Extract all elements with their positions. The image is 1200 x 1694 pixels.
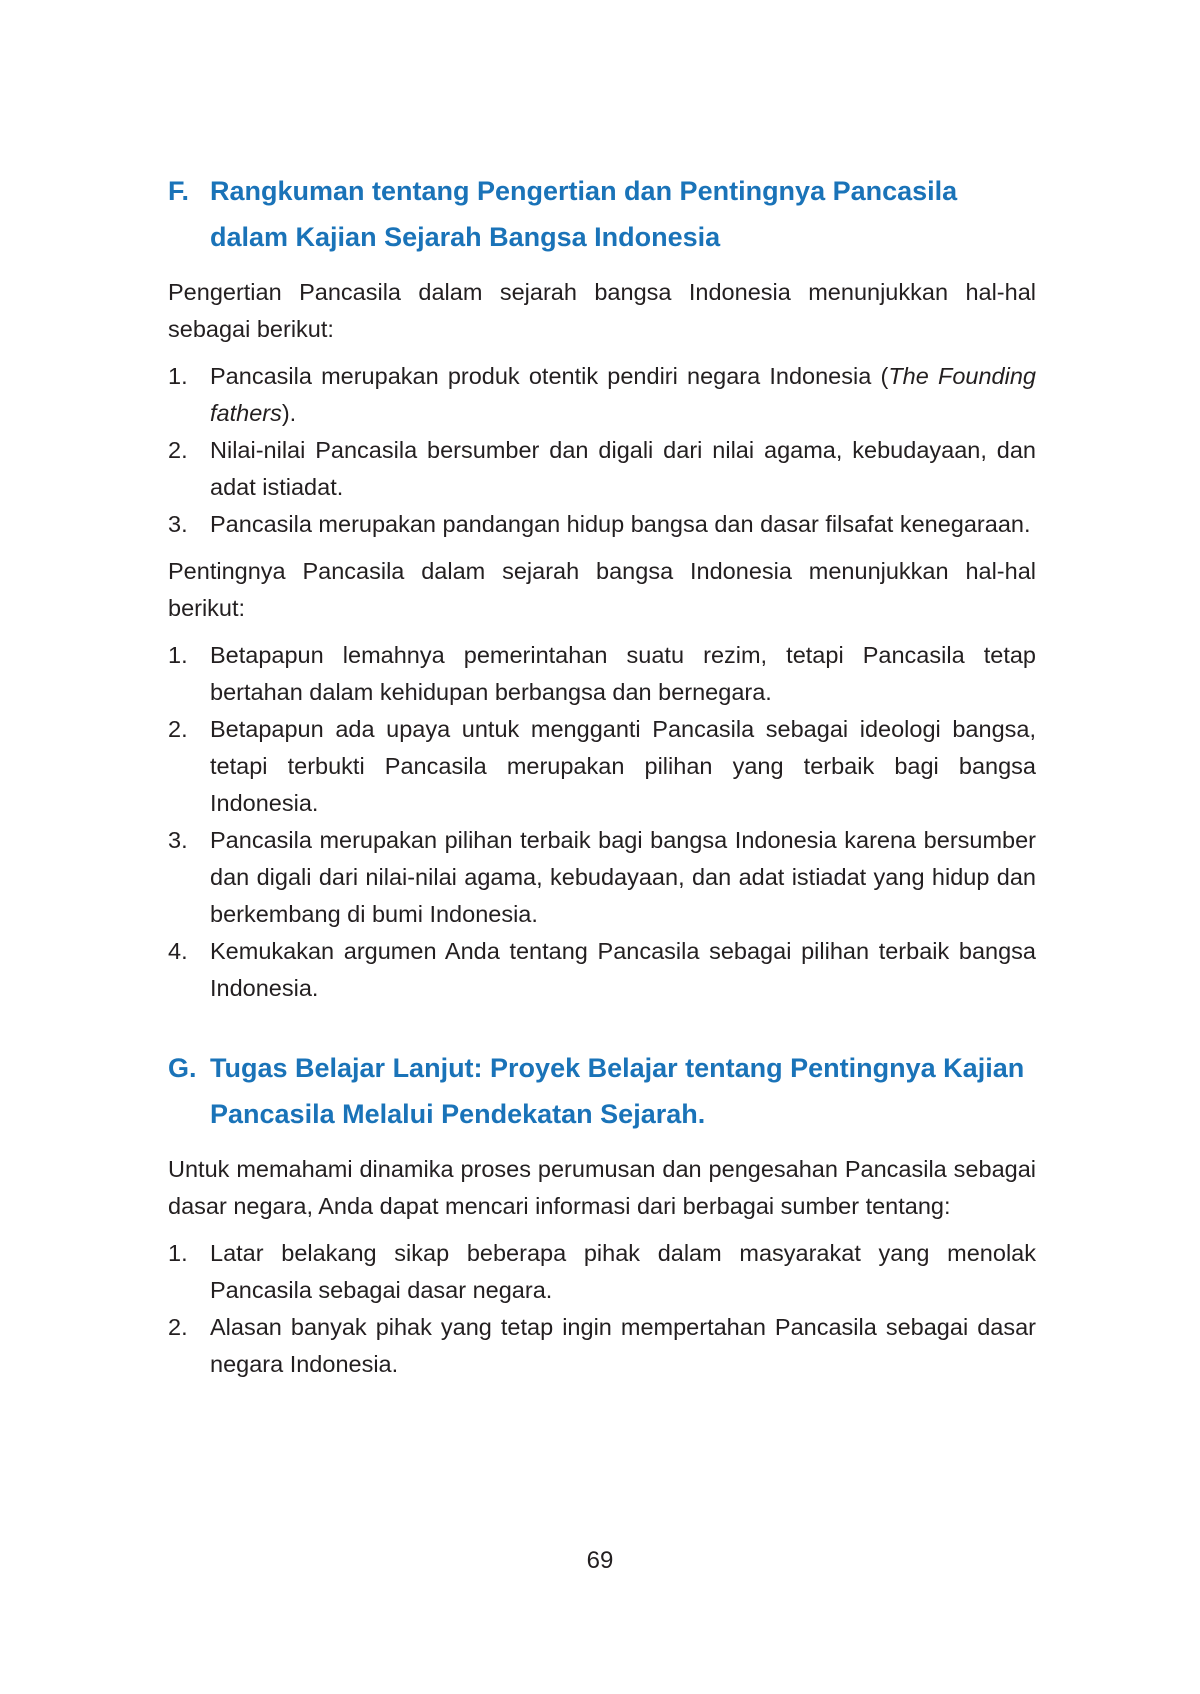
section-f-list-2 [168, 637, 1036, 1007]
list-text: Nilai-nilai Pancasila bersumber dan digali dari nilai agama, kebudayaan, dan adat istiadat. [210, 437, 1036, 500]
section-g-title-line1: Tugas Belajar Lanjut: Proyek Belajar tentang Pentingnya Kajian [210, 1053, 1025, 1083]
list-text: Betapapun lemahnya pemerintahan suatu rezim, tetapi Pancasila tetap bertahan dalam kehidupan berbangsa dan bernegara. [210, 642, 1036, 705]
list-item [168, 637, 1036, 711]
list-text-part: Pancasila merupakan produk otentik pendiri negara Indonesia ( [210, 363, 889, 389]
list-text [210, 358, 1036, 432]
section-f-heading [168, 168, 1036, 260]
list-number: 1. [168, 363, 188, 389]
section-f-list-1 [168, 358, 1036, 543]
list-text: Betapapun ada upaya untuk mengganti Pancasila sebagai ideologi bangsa, tetapi terbukti Pancasila merupakan pilihan yang terbaik bagi bangsa Indonesia. [210, 716, 1036, 816]
section-f-title-line1: Rangkuman tentang Pengertian dan Pentingnya Pancasila [210, 176, 958, 206]
section-f-title-line2: dalam Kajian Sejarah Bangsa Indonesia [210, 222, 721, 252]
list-number: 3. [168, 827, 188, 853]
list-item [168, 432, 1036, 506]
list-text: Latar belakang sikap beberapa pihak dalam masyarakat yang menolak Pancasila sebagai dasar negara. [210, 1240, 1036, 1303]
list-item [168, 358, 1036, 432]
list-text-part: ). [281, 400, 297, 426]
section-f-letter: F. [168, 176, 190, 206]
section-f-intro-2: Pentingnya Pancasila dalam sejarah bangsa Indonesia menunjukkan hal-hal berikut: [168, 558, 1036, 621]
section-g-title [210, 1045, 1036, 1137]
list-number: 1. [168, 642, 188, 668]
list-item [168, 822, 1036, 933]
list-number: 1. [168, 1240, 188, 1266]
section-f-intro-1: Pengertian Pancasila dalam sejarah bangsa Indonesia menunjukkan hal-hal sebagai berikut: [168, 279, 1036, 342]
section-g-heading [168, 1045, 1036, 1137]
section-g-intro: Untuk memahami dinamika proses perumusan dan pengesahan Pancasila sebagai dasar negara, Anda dapat mencari informasi dari berbagai sumber tentang: [168, 1156, 1036, 1219]
list-item [168, 933, 1036, 1007]
list-text: Pancasila merupakan pandangan hidup bangsa dan dasar filsafat kenegaraan. [210, 511, 1031, 537]
list-item [168, 506, 1036, 543]
list-number: 2. [168, 1314, 188, 1340]
list-number: 3. [168, 511, 188, 537]
section-f-title [210, 168, 1036, 260]
list-text: Pancasila merupakan pilihan terbaik bagi bangsa Indonesia karena bersumber dan digali dari nilai-nilai agama, kebudayaan, dan adat istiadat yang hidup dan berkembang di bumi Indonesia. [210, 827, 1036, 927]
section-g-title-line2: Pancasila Melalui Pendekatan Sejarah. [210, 1099, 706, 1129]
list-text: Alasan banyak pihak yang tetap ingin mempertahan Pancasila sebagai dasar negara Indonesia. [210, 1314, 1036, 1377]
list-item [168, 1235, 1036, 1309]
list-text: Kemukakan argumen Anda tentang Pancasila sebagai pilihan terbaik bangsa Indonesia. [210, 938, 1036, 1001]
page-number: 69 [586, 1547, 614, 1574]
list-number: 2. [168, 437, 188, 463]
list-number: 4. [168, 938, 188, 964]
section-g-list [168, 1235, 1036, 1383]
list-number: 2. [168, 716, 188, 742]
list-item [168, 1309, 1036, 1383]
section-g-letter: G. [168, 1053, 197, 1083]
italic-term: The Founding fathers [210, 363, 1036, 426]
list-item [168, 711, 1036, 822]
page-content [168, 168, 1036, 1383]
